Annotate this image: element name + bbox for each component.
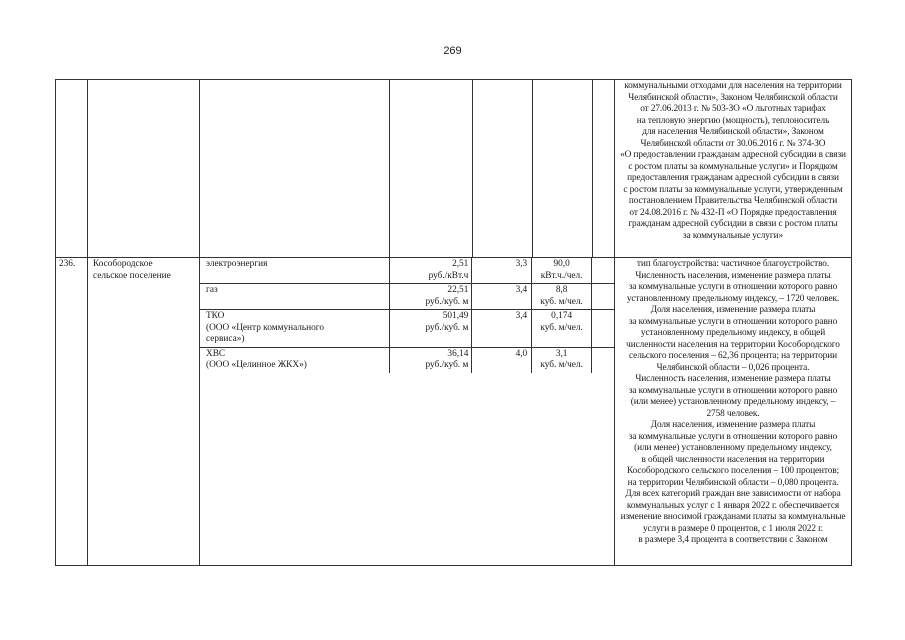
text-line: Челябинской области – 0,026 процента.: [656, 362, 810, 373]
norm-line: 90,0: [553, 259, 570, 269]
text-line: для населения Челябинской области», Законом: [642, 127, 824, 137]
service-name-line: (ООО «Центр коммунального: [206, 322, 325, 333]
text-line: коммунальных услуг с 1 января 2022 г. обеспечивается: [626, 500, 840, 511]
text-line: на тепловую энергию (мощность), теплоноситель: [636, 115, 830, 126]
legal-basis-text: [615, 80, 852, 258]
text-line: Доля населения, изменение размера платы: [650, 305, 816, 315]
index-cell-empty: [473, 80, 533, 258]
norm-line: 8,8: [555, 285, 568, 295]
tariff-line: руб./кВт.ч: [428, 270, 469, 281]
settlement-name: [88, 258, 200, 566]
text-line: Численность населения, изменение размера платы: [635, 374, 831, 384]
text-line: гражданам адресной субсидии в связи с ростом платы: [628, 219, 838, 229]
service-name-line: газ: [206, 285, 218, 295]
service-row: [200, 310, 614, 348]
population-info-text: [615, 258, 852, 566]
norm-line: кВт.ч./чел.: [540, 270, 583, 281]
text-line: 2758 человек.: [706, 408, 760, 419]
service-name: [200, 310, 390, 347]
text-line: на территории Челябинской области – 0,080 процента.: [627, 477, 839, 488]
tariff-line: руб./куб. м: [425, 360, 469, 370]
text-line: Челябинской области», Законом Челябинской области: [628, 92, 838, 103]
text-line: предоставления гражданам адресной субсидии в связи: [627, 173, 839, 183]
settlement-name-line: сельское поселение: [93, 270, 171, 281]
norm-line: 0,174: [551, 311, 573, 321]
text-line: (или менее) установленному предельному индексу,: [634, 443, 832, 453]
tariff-line: руб./куб. м: [425, 296, 469, 307]
tariff-table: [55, 79, 852, 566]
spacer-cell-empty: [593, 80, 615, 258]
norm-line: куб. м/чел.: [540, 296, 583, 307]
text-line: Челябинской области от 30.06.2016 г. № 374-ЗО: [640, 138, 826, 149]
service-row: [200, 258, 614, 284]
text-line: коммунальными отходами для населения на территории: [624, 81, 842, 91]
service-name-line: ХВС: [206, 348, 226, 359]
service-row: [200, 284, 614, 310]
text-line: за коммунальные услуги в отношении которого равно: [628, 316, 838, 327]
text-line: Доля населения, изменение размера платы: [650, 420, 816, 430]
text-line: с ростом платы за коммунальные услуги» и Порядком: [628, 161, 838, 172]
text-line: за коммунальные услуги в отношении которого равно: [628, 282, 838, 292]
text-line: Для всех категорий граждан вне зависимости от набора: [625, 489, 841, 499]
service-spacer: [592, 258, 614, 283]
service-tariff: [390, 258, 473, 283]
service-cell-empty: [200, 80, 390, 258]
settlement-name-line: Кособородское: [93, 259, 153, 269]
service-name-line: ТКО: [206, 311, 225, 321]
norm-line: куб. м/чел.: [540, 360, 583, 370]
tariff-line: 36,14: [447, 348, 469, 359]
service-tariff: [390, 310, 473, 347]
text-line: Численность населения, изменение размера платы: [635, 270, 831, 281]
norm-cell-empty: [533, 80, 593, 258]
service-norm: [532, 258, 592, 283]
service-norm: [532, 284, 592, 309]
text-line: за коммунальные услуги в отношении которого равно: [628, 385, 838, 396]
service-name-line: (ООО «Целинное ЖКХ»): [206, 360, 307, 370]
text-line: тип благоустройства: частичное благоустройство.: [636, 259, 830, 269]
service-name: [200, 348, 390, 373]
service-spacer: [592, 284, 614, 309]
table-row-continuation: [56, 80, 852, 258]
tariff-line: 501,49: [442, 311, 469, 321]
text-line: от 27.06.2013 г. № 503-ЗО «О льготных тарифах: [640, 104, 826, 114]
text-line: сельского поселения – 62,36 процента; на территории: [629, 351, 837, 361]
number-cell-empty: [56, 80, 88, 258]
service-spacer: [592, 348, 614, 373]
tariff-line: 2,51: [452, 259, 469, 269]
service-index: 3,4: [472, 284, 532, 309]
text-line: за коммунальные услуги в отношении которого равно: [628, 431, 838, 442]
tariff-line: руб./куб. м: [425, 322, 469, 333]
tariff-line: 22,51: [447, 285, 469, 295]
service-norm: [532, 310, 592, 347]
row-number: 236.: [56, 258, 88, 566]
service-tariff: [390, 284, 473, 309]
text-line: изменение вносимой гражданами платы за коммунальные: [620, 512, 846, 522]
service-index: 3,3: [472, 258, 532, 283]
text-line: постановлением Правительства Челябинской области: [628, 196, 838, 206]
service-name-line: электроэнергия: [206, 259, 268, 269]
settlement-cell-empty: [88, 80, 200, 258]
page-number: 269: [443, 45, 462, 57]
text-line: в размере 3,4 процента в соответствии с Законом: [638, 535, 828, 545]
service-index: 4,0: [472, 348, 532, 373]
text-line: Кособородского сельского поселения – 100 процентов;: [626, 466, 840, 476]
text-line: услуги в размере 0 процентов, с 1 июля 2022 г.: [642, 523, 824, 534]
text-line: с ростом платы за коммунальные услуги, утвержденным: [623, 184, 843, 195]
text-line: установленному предельному индексу, в общей: [640, 328, 826, 338]
service-name-line: сервиса»): [206, 334, 245, 344]
table-row-236: [56, 258, 852, 566]
service-spacer: [592, 310, 614, 347]
service-row: [200, 348, 614, 373]
service-norm: [532, 348, 592, 373]
service-index: 3,4: [472, 310, 532, 347]
service-name: [200, 258, 390, 283]
text-line: в общей численности населения на территории: [641, 454, 825, 465]
service-name: [200, 284, 390, 309]
norm-line: 3,1: [555, 348, 568, 359]
services-block: [200, 258, 615, 566]
text-line: за коммунальные услуги»: [683, 230, 783, 241]
service-tariff: [390, 348, 473, 373]
text-line: от 24.08.2016 г. № 432-П «О Порядке предоставления: [629, 207, 837, 218]
text-line: установленному предельному индексу, – 1720 человек.: [626, 293, 840, 304]
tariff-cell-empty: [390, 80, 473, 258]
text-line: (или менее) установленному предельному индексу, –: [630, 397, 836, 407]
norm-line: куб. м/чел.: [540, 322, 583, 333]
text-line: «О предоставлении гражданам адресной субсидии в связи: [620, 150, 846, 160]
text-line: численности населения на территории Кособородского: [626, 339, 840, 350]
